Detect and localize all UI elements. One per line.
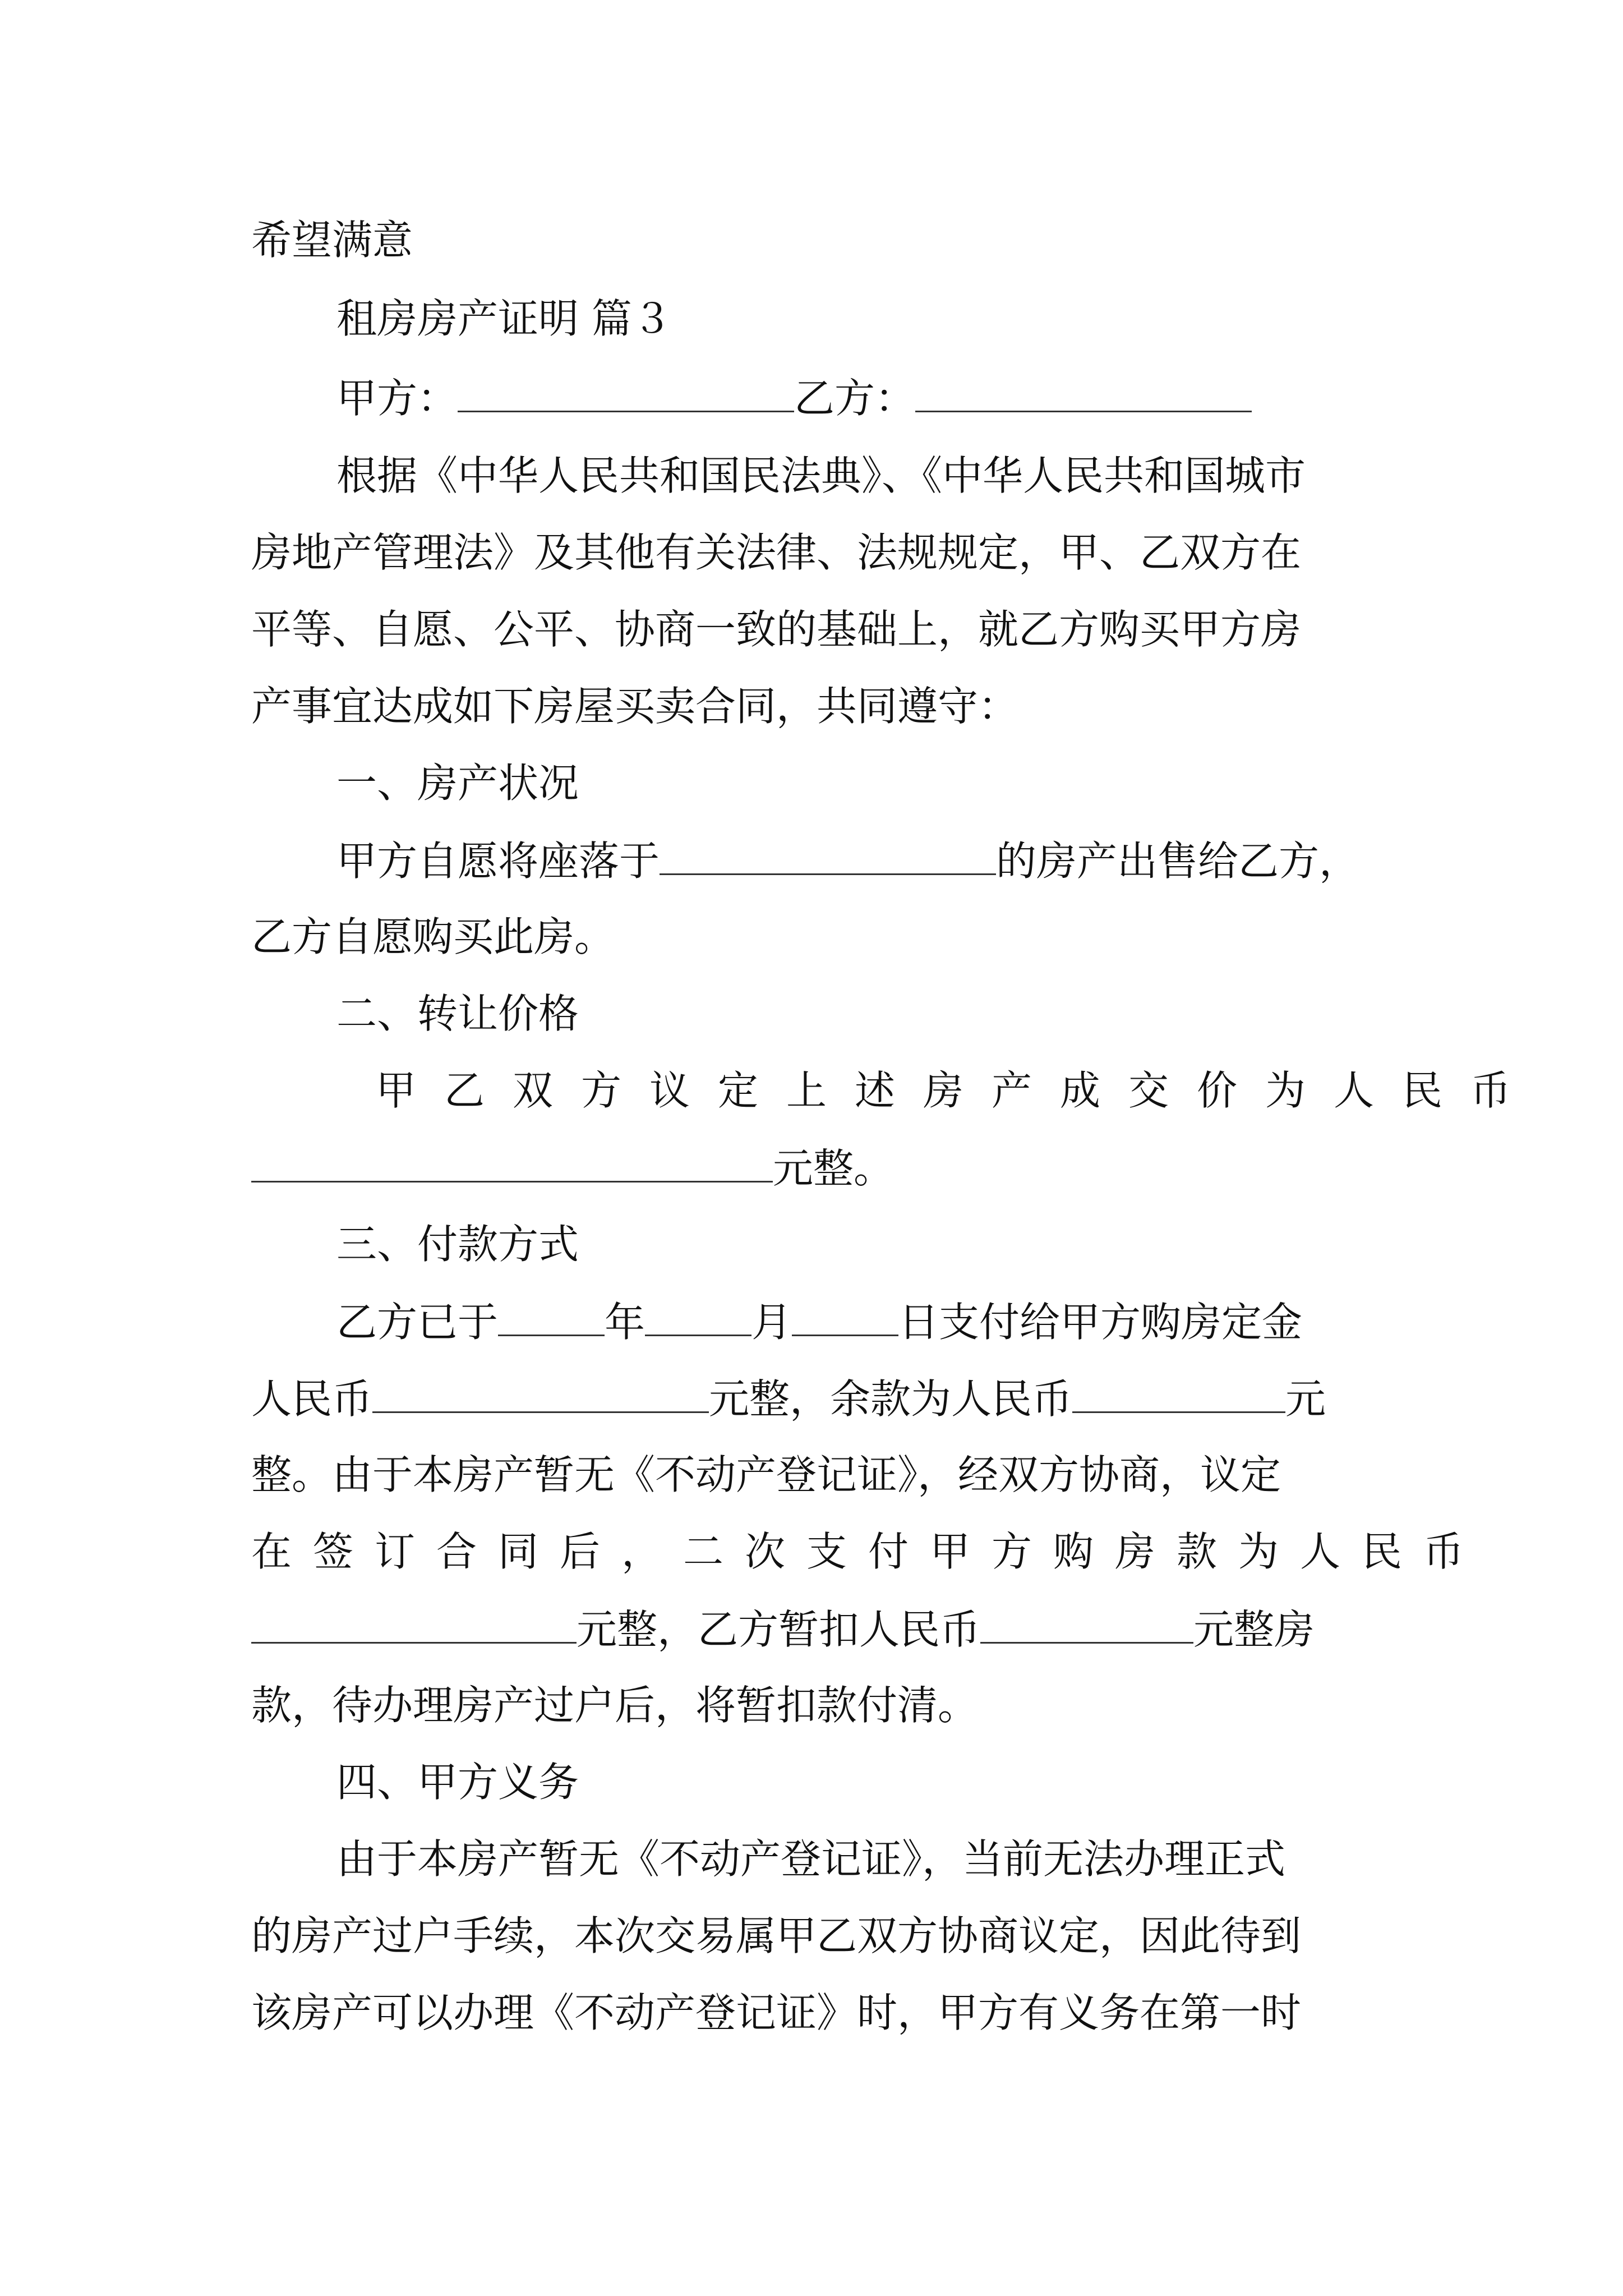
- text-span: 人民币: [251, 1375, 373, 1423]
- paragraph-line: 乙方自愿购买此房。: [251, 913, 615, 960]
- paragraph-line: 甲乙双方议定上述房产成交价为人民币: [376, 1067, 1539, 1114]
- paragraph-line: [251, 1139, 1390, 1195]
- year-blank: [498, 1293, 605, 1336]
- second-payment-blank: [251, 1600, 577, 1644]
- paragraph-line: 由于本房产暂无《不动产登记证》，当前无法办理正式: [336, 1835, 1286, 1883]
- paragraph-line: 根据《中华人民共和国民法典》、《中华人民共和国城市: [336, 452, 1306, 499]
- day-blank: [792, 1293, 898, 1336]
- text-span: 日支付给甲方购房定金: [898, 1299, 1303, 1346]
- text-span: 月: [751, 1299, 792, 1346]
- paragraph-line: 产事宜达成如下房屋买卖合同，共同遵守：: [251, 683, 1019, 730]
- section-heading: 一、房产状况: [336, 760, 579, 807]
- withheld-blank: [980, 1600, 1193, 1644]
- party-b-label: 乙方：: [794, 375, 916, 422]
- paragraph-line: 的房产过户手续，本次交易属甲乙双方协商议定，因此待到: [251, 1912, 1302, 1959]
- section-heading: 三、付款方式: [336, 1221, 579, 1268]
- section-heading: 二、转让价格: [336, 990, 579, 1037]
- paragraph-line: [336, 1293, 1390, 1349]
- text-span: 元: [1285, 1375, 1326, 1423]
- month-blank: [645, 1293, 751, 1336]
- location-blank: [660, 832, 996, 875]
- paragraph-line: 平等、自愿、公平、协商一致的基础上，就乙方购买甲方房: [251, 606, 1302, 653]
- paragraph-line: 整。由于本房产暂无《不动产登记证》，经双方协商，议定: [251, 1451, 1281, 1498]
- text-span: 元整。: [773, 1145, 895, 1192]
- text-span: 元整，乙方暂扣人民币: [577, 1606, 981, 1653]
- party-a-label: 甲方：: [336, 375, 458, 422]
- party-a-blank: [458, 369, 794, 412]
- deposit-blank: [372, 1370, 709, 1413]
- parties-line: [336, 369, 1390, 425]
- paragraph-line: [251, 1370, 1390, 1426]
- balance-blank: [1072, 1370, 1285, 1413]
- text-span: 元整房: [1193, 1606, 1315, 1653]
- text-span: 元整，余款为人民币: [709, 1375, 1073, 1423]
- paragraph-line: 房地产管理法》及其他有关法律、法规规定，甲、乙双方在: [251, 529, 1302, 576]
- text-span: 的房产出售给乙方，: [996, 838, 1360, 885]
- paragraph-line: 该房产可以办理《不动产登记证》时，甲方有义务在第一时: [251, 1989, 1302, 2036]
- text-span: 甲方自愿将座落于: [336, 838, 660, 885]
- text-span: 年: [605, 1299, 645, 1346]
- paragraph-line: 款，待办理房产过户后，将暂扣款付清。: [251, 1682, 979, 1729]
- paragraph-line: 在签订合同后，二次支付甲方购房款为人民币: [251, 1528, 1486, 1575]
- document-title: 租房房产证明 篇３: [336, 295, 672, 342]
- text-line: 希望满意: [251, 217, 413, 264]
- party-b-blank: [915, 369, 1252, 412]
- text-span: 乙方已于: [336, 1299, 499, 1346]
- price-blank: [251, 1139, 773, 1182]
- paragraph-line: [251, 1600, 1390, 1657]
- section-heading: 四、甲方义务: [336, 1759, 579, 1806]
- paragraph-line: [336, 832, 1390, 888]
